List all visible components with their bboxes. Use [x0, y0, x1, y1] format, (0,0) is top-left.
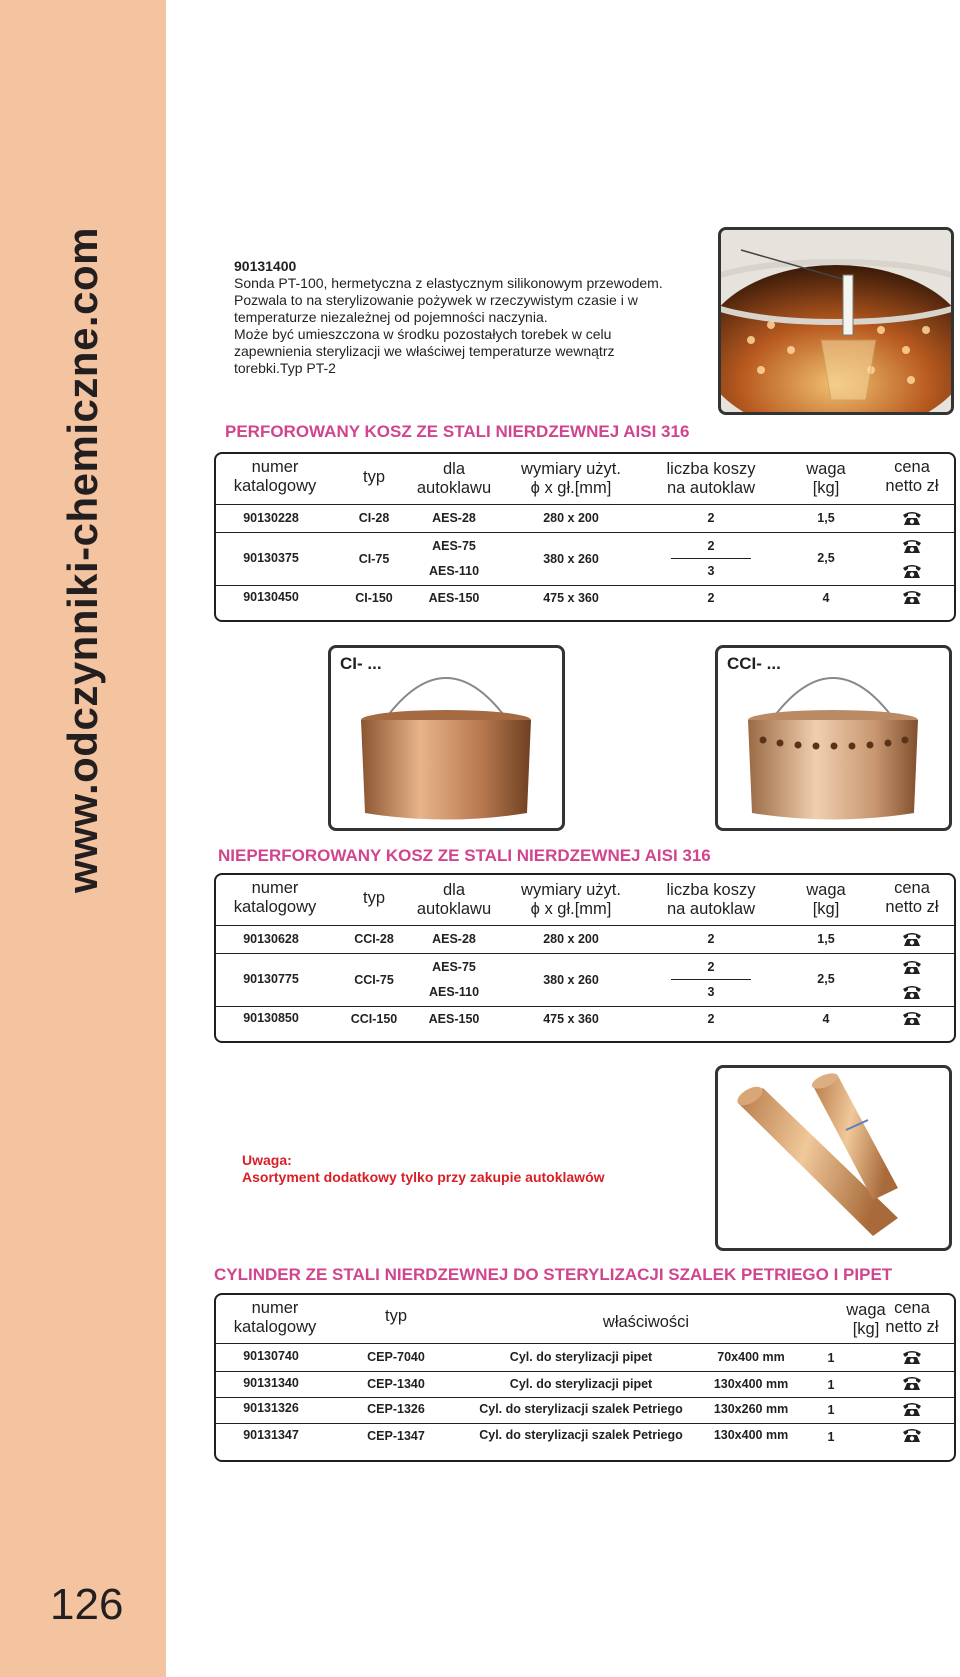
cell-autoclave: AES-150: [428, 591, 480, 605]
cell-weight: 4: [822, 1012, 830, 1026]
perforated-basket-label: CI- ...: [340, 654, 382, 673]
basket-image: [331, 648, 562, 828]
cell-autoclave: AES-110: [428, 564, 480, 578]
cell-code: 90131347: [243, 1428, 299, 1442]
col-header-count: liczba koszy na autoklaw: [666, 881, 756, 918]
cell-type: CEP-1326: [367, 1402, 425, 1416]
phone-icon[interactable]: [902, 1427, 922, 1443]
cell-weight: 1: [827, 1403, 835, 1417]
col-header-dims: wymiary użyt. ϕ x gł.[mm]: [521, 460, 621, 497]
nonperforated-title: NIEPERFOROWANY KOSZ ZE STALI NIERDZEWNEJ AISI 316: [218, 846, 711, 865]
probe-line: temperaturze niezależnej od pojemności naczynia.: [234, 309, 548, 325]
cell-weight: 1: [827, 1378, 835, 1392]
solid-basket-label: CCI- ...: [727, 654, 781, 673]
cell-weight: 1: [827, 1351, 835, 1365]
phone-icon[interactable]: [902, 1401, 922, 1417]
row-divider: [216, 585, 954, 586]
cell-count: 2: [707, 932, 715, 946]
probe-line: zapewnienia sterylizacji we właściwej temperaturze wewnątrz: [234, 343, 615, 359]
cell-type: CI-150: [355, 591, 393, 605]
page-number: 126: [50, 1580, 124, 1629]
cell-weight: 1,5: [817, 932, 835, 946]
header-divider: [216, 925, 954, 926]
cell-dims: 380 x 260: [543, 552, 599, 566]
cell-dims: 475 x 360: [543, 591, 599, 605]
phone-icon[interactable]: [902, 510, 922, 526]
phone-icon[interactable]: [902, 1349, 922, 1365]
cell-size: 70x400 mm: [717, 1350, 785, 1364]
count-divider: [671, 979, 751, 980]
cell-type: CEP-1340: [367, 1377, 425, 1391]
cell-dims: 380 x 260: [543, 973, 599, 987]
cell-code: 90130450: [243, 590, 299, 604]
col-header-weight: waga [kg]: [806, 460, 846, 497]
col-header-weight: waga [kg]: [806, 881, 846, 918]
col-header-count: liczba koszy na autoklaw: [666, 460, 756, 497]
cell-type: CEP-7040: [367, 1350, 425, 1364]
col-header-price: cena netto zł: [885, 1299, 939, 1336]
note-text: Asortyment dodatkowy tylko przy zakupie autoklawów: [242, 1169, 605, 1185]
probe-description: [234, 258, 704, 377]
col-header-type: typ: [362, 468, 385, 486]
cell-count: 2: [707, 511, 715, 525]
cell-dims: 280 x 200: [543, 511, 599, 525]
col-header-weight: waga [kg]: [846, 1301, 886, 1338]
probe-photo: [718, 227, 954, 415]
cell-code: 90131340: [243, 1376, 299, 1390]
phone-icon[interactable]: [902, 538, 922, 554]
col-header-autoclave: dla autoklawu: [416, 881, 492, 918]
cell-size: 130x260 mm: [713, 1402, 789, 1416]
phone-icon[interactable]: [902, 1375, 922, 1391]
cell-autoclave: AES-75: [432, 539, 476, 553]
phone-icon[interactable]: [902, 931, 922, 947]
cell-autoclave: AES-28: [432, 932, 476, 946]
cell-weight: 2,5: [817, 972, 835, 986]
cell-autoclave: AES-28: [432, 511, 476, 525]
probe-line: Pozwala to na sterylizowanie pożywek w rzeczywistym czasie i w: [234, 292, 638, 308]
nonperforated-table: [214, 873, 956, 1043]
probe-line: Sonda PT-100, hermetyczna z elastycznym silikonowym przewodem.: [234, 275, 663, 291]
col-header-code: numer katalogowy: [233, 1299, 317, 1336]
header-divider: [216, 504, 954, 505]
cell-size: 130x400 mm: [713, 1428, 789, 1442]
cell-description: Cyl. do sterylizacji szalek Petriego: [479, 1402, 683, 1416]
probe-line: Może być umieszczona w środku pozostałych torebek w celu: [234, 326, 612, 342]
cell-autoclave: AES-75: [432, 960, 476, 974]
note-heading: Uwaga:: [242, 1152, 292, 1168]
cell-autoclave: AES-110: [428, 985, 480, 999]
cell-count: 2: [707, 960, 715, 974]
phone-icon[interactable]: [902, 959, 922, 975]
perforated-table: [214, 452, 956, 622]
cell-size: 130x400 mm: [713, 1377, 789, 1391]
col-header-type: typ: [362, 889, 385, 907]
cell-autoclave: AES-150: [428, 1012, 480, 1026]
row-divider: [216, 1371, 954, 1372]
probe-line: torebki.Typ PT-2: [234, 360, 336, 376]
cell-description: Cyl. do sterylizacji szalek Petriego: [479, 1428, 683, 1442]
cell-code: 90130740: [243, 1349, 299, 1363]
row-divider: [216, 1397, 954, 1398]
header-divider: [216, 1343, 954, 1344]
phone-icon[interactable]: [902, 984, 922, 1000]
cell-count: 3: [707, 985, 715, 999]
cell-count: 2: [707, 539, 715, 553]
col-header-price: cena netto zł: [885, 458, 939, 495]
perforated-title: PERFOROWANY KOSZ ZE STALI NIERDZEWNEJ AISI 316: [225, 422, 690, 441]
cell-type: CEP-1347: [367, 1429, 425, 1443]
row-divider: [216, 532, 954, 533]
cell-code: 90131326: [243, 1401, 299, 1415]
row-divider: [216, 1423, 954, 1424]
col-header-autoclave: dla autoklawu: [416, 460, 492, 497]
cell-code: 90130850: [243, 1011, 299, 1025]
cell-weight: 4: [822, 591, 830, 605]
cell-dims: 475 x 360: [543, 1012, 599, 1026]
cell-type: CCI-75: [354, 973, 394, 987]
note: [242, 1152, 605, 1186]
sidebar: [0, 0, 166, 1677]
cell-type: CCI-28: [354, 932, 394, 946]
col-header-price: cena netto zł: [885, 879, 939, 916]
cell-description: Cyl. do sterylizacji pipet: [509, 1350, 653, 1364]
cell-dims: 280 x 200: [543, 932, 599, 946]
cell-weight: 2,5: [817, 551, 835, 565]
col-header-code: numer katalogowy: [233, 458, 317, 495]
site-url: www.odczynniki-chemiczne.com: [59, 227, 106, 893]
phone-icon[interactable]: [902, 563, 922, 579]
cell-code: 90130628: [243, 932, 299, 946]
cell-count: 2: [707, 591, 715, 605]
probe-code: 90131400: [234, 258, 297, 274]
cell-description: Cyl. do sterylizacji pipet: [509, 1377, 653, 1391]
col-header-dims: wymiary użyt. ϕ x gł.[mm]: [521, 881, 621, 918]
basket-image: [718, 648, 949, 828]
count-divider: [671, 558, 751, 559]
cell-weight: 1,5: [817, 511, 835, 525]
cylinders-table: [214, 1293, 956, 1462]
cylinder-image: [718, 1068, 949, 1248]
cell-count: 2: [707, 1012, 715, 1026]
cell-type: CI-75: [358, 552, 390, 566]
cylinders-title: CYLINDER ZE STALI NIERDZEWNEJ DO STERYLIZACJI SZALEK PETRIEGO I PIPET: [214, 1265, 893, 1284]
row-divider: [216, 953, 954, 954]
cell-weight: 1: [827, 1430, 835, 1444]
col-header-properties: właściwości: [602, 1313, 690, 1331]
cell-code: 90130375: [243, 551, 299, 565]
cell-code: 90130228: [243, 511, 299, 525]
row-divider: [216, 1006, 954, 1007]
cell-type: CCI-150: [350, 1012, 398, 1026]
probe-photo-image: [721, 230, 951, 412]
cell-code: 90130775: [243, 972, 299, 986]
cylinder-photo: [715, 1065, 952, 1251]
cell-count: 3: [707, 564, 715, 578]
col-header-code: numer katalogowy: [233, 879, 317, 916]
phone-icon[interactable]: [902, 1010, 922, 1026]
phone-icon[interactable]: [902, 589, 922, 605]
col-header-type: typ: [384, 1307, 407, 1325]
cell-type: CI-28: [358, 511, 390, 525]
